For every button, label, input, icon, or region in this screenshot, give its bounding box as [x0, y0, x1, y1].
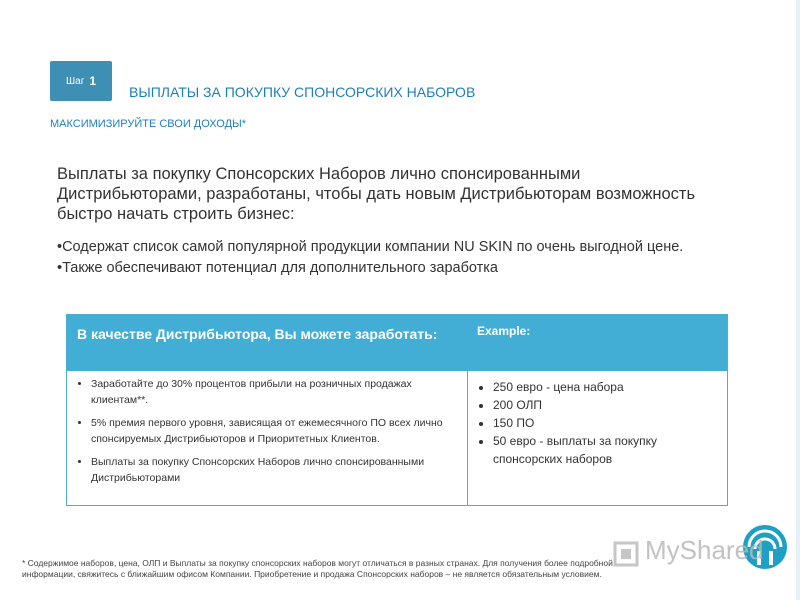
table-header-right: Example:: [477, 324, 531, 338]
column-divider: [467, 371, 468, 505]
bullet-list: [57, 237, 717, 279]
list-item: • Выплаты за покупку Спонсорских Наборов лично спонсированными Дистрибьюторами: [91, 455, 465, 486]
list-item: • 50 евро - выплаты за покупку спонсорских наборов: [493, 432, 717, 468]
list-item: • 5% премия первого уровня, зависящая от ежемесячного ПО всех лично спонсируемых Дистрибьюторов и Приоритетных Клиентов.: [91, 416, 465, 447]
earnings-list: [75, 377, 465, 494]
list-item: • 200 ОЛП: [493, 396, 717, 414]
bullet-item: •Содержат список самой популярной продукции компании NU SKIN по очень выгодной цене.: [57, 239, 684, 255]
step-badge: [50, 61, 112, 101]
earnings-table: [66, 314, 728, 506]
step-label: Шаг: [65, 75, 85, 87]
footnote: * Содержимое наборов, цена, ОЛП и Выплаты за покупку спонсорских наборов могут отличаться в разных странах. Для получения более подробной информации, свяжитесь с ближайшим офисом Компании. Приобретение и продажа Спонсорских наборов – не является обязательным условием.: [22, 558, 613, 579]
list-item: • 150 ПО: [493, 414, 717, 432]
watermark-text: MyShared: [645, 535, 764, 565]
table-header: [67, 315, 727, 371]
intro-paragraph: Выплаты за покупку Спонсорских Наборов лично спонсированными Дистрибьюторами, разработаны, чтобы дать новым Дистрибьюторам возможность быстро начать строить бизнес:: [57, 165, 696, 223]
example-list: [477, 378, 717, 468]
list-item: • 250 евро - цена набора: [493, 378, 717, 396]
page-title: ВЫПЛАТЫ ЗА ПОКУПКУ СПОНСОРСКИХ НАБОРОВ: [129, 84, 476, 100]
table-header-left: В качестве Дистрибьютора, Вы можете заработать:: [77, 326, 438, 342]
bullet-item: •Также обеспечивают потенциал для дополнительного заработка: [57, 260, 498, 276]
step-number: 1: [89, 74, 97, 88]
right-edge-stripe: [796, 0, 800, 600]
watermark: [605, 525, 790, 575]
page-subtitle: МАКСИМИЗИРУЙТЕ СВОИ ДОХОДЫ*: [50, 118, 247, 130]
list-item: • Заработайте до 30% процентов прибыли на розничных продажах клиентам**.: [91, 377, 465, 408]
